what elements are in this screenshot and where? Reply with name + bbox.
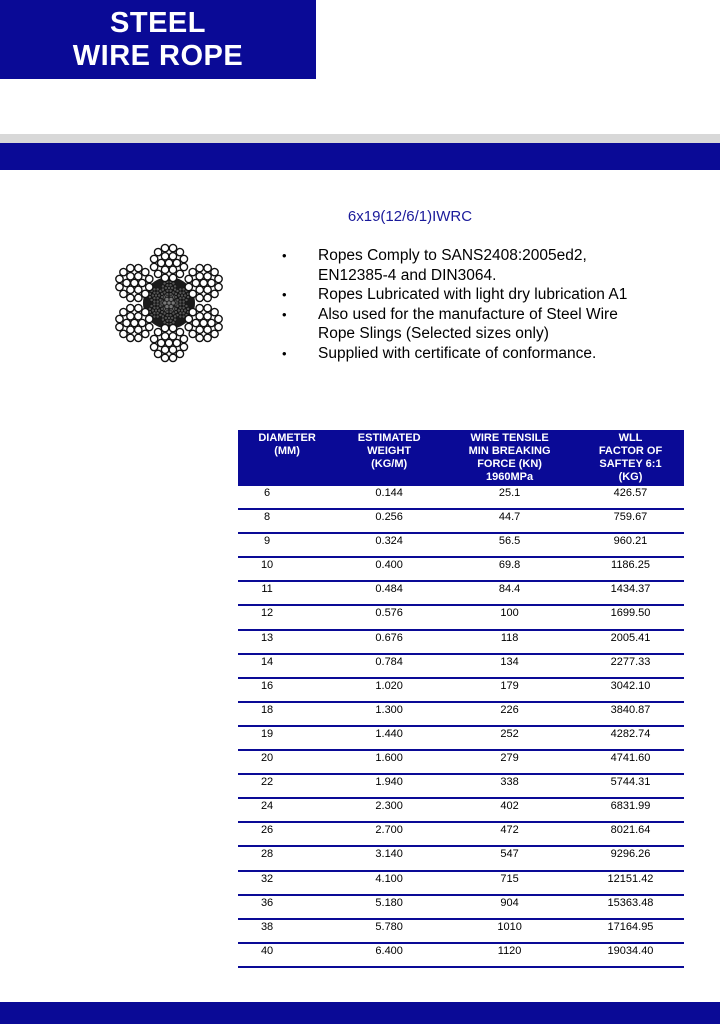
table-cell: 9 [238, 533, 336, 557]
feature-list-item [282, 344, 702, 364]
table-cell: 1.300 [336, 702, 442, 726]
table-cell: 36 [238, 895, 336, 919]
table-cell: 252 [442, 726, 577, 750]
table-cell: 1.440 [336, 726, 442, 750]
table-row [238, 702, 684, 726]
table-header-row [238, 430, 684, 486]
feature-list [282, 246, 702, 363]
column-header [442, 430, 577, 486]
table-cell: 6831.99 [577, 798, 684, 822]
table-cell: 19034.40 [577, 943, 684, 967]
table-row [238, 822, 684, 846]
table-cell: 2.700 [336, 822, 442, 846]
table-cell: 5.780 [336, 919, 442, 943]
column-header-line: (KG/M) [371, 458, 408, 470]
table-cell: 100 [442, 605, 577, 629]
table-cell: 0.676 [336, 630, 442, 654]
table-row [238, 581, 684, 605]
steel-wire-rope-cross-section-icon [104, 238, 234, 368]
table-cell: 17164.95 [577, 919, 684, 943]
table-cell: 134 [442, 654, 577, 678]
table-cell: 0.400 [336, 557, 442, 581]
table-cell: 28 [238, 846, 336, 870]
table-cell: 4282.74 [577, 726, 684, 750]
table-cell: 426.57 [577, 486, 684, 509]
column-header-line: (KG) [618, 471, 643, 483]
table-cell: 759.67 [577, 509, 684, 533]
table-row [238, 750, 684, 774]
table-cell: 547 [442, 846, 577, 870]
table-cell: 2.300 [336, 798, 442, 822]
table-cell: 472 [442, 822, 577, 846]
rope-spec-table [238, 430, 684, 968]
table-cell: 3.140 [336, 846, 442, 870]
table-cell: 18 [238, 702, 336, 726]
table-row [238, 605, 684, 629]
table-cell: 0.484 [336, 581, 442, 605]
feature-text-line: EN12385-4 and DIN3064. [318, 266, 497, 284]
table-cell: 6 [238, 486, 336, 509]
table-cell: 14 [238, 654, 336, 678]
column-header-line: WLL [618, 432, 643, 444]
table-cell: 16 [238, 678, 336, 702]
blue-header-band [0, 143, 720, 170]
feature-text-line: • Also used for the manufacture of Steel Wire [318, 305, 618, 323]
table-cell: 1.940 [336, 774, 442, 798]
table-row [238, 846, 684, 870]
table-row [238, 798, 684, 822]
table-cell: 1120 [442, 943, 577, 967]
table-cell: 0.576 [336, 605, 442, 629]
feature-text-line: • Ropes Lubricated with light dry lubrication A1 [318, 286, 628, 303]
table-cell: 1699.50 [577, 605, 684, 629]
table-cell: 5.180 [336, 895, 442, 919]
table-row [238, 557, 684, 581]
table-cell: 279 [442, 750, 577, 774]
rope-construction-subtitle: 6x19(12/6/1)IWRC [347, 208, 473, 225]
blue-footer-band [0, 1002, 720, 1024]
table-cell: 12151.42 [577, 871, 684, 895]
table-cell: 1186.25 [577, 557, 684, 581]
column-header-line: SAFTEY 6:1 [599, 458, 662, 470]
table-cell: 8021.64 [577, 822, 684, 846]
column-header-line: FACTOR OF [598, 445, 663, 457]
table-cell: 38 [238, 919, 336, 943]
title-line-2: WIRE ROPE [72, 39, 244, 72]
page-title [0, 0, 316, 79]
table-row [238, 919, 684, 943]
table-cell: 904 [442, 895, 577, 919]
table-cell: 1010 [442, 919, 577, 943]
table-cell: 13 [238, 630, 336, 654]
table-row [238, 509, 684, 533]
table-cell: 25.1 [442, 486, 577, 509]
table-cell: 2277.33 [577, 654, 684, 678]
table-cell: 22 [238, 774, 336, 798]
table-cell: 84.4 [442, 581, 577, 605]
table-cell: 0.144 [336, 486, 442, 509]
column-header-line: (MM) [274, 445, 300, 457]
table-cell: 4.100 [336, 871, 442, 895]
table-cell: 9296.26 [577, 846, 684, 870]
table-row [238, 486, 684, 509]
table-cell: 40 [238, 943, 336, 967]
table-row [238, 630, 684, 654]
gray-divider-band [0, 134, 720, 143]
table-cell: 179 [442, 678, 577, 702]
table-cell: 24 [238, 798, 336, 822]
feature-list-item [282, 285, 702, 305]
table-cell: 402 [442, 798, 577, 822]
table-cell: 0.784 [336, 654, 442, 678]
table-cell: 4741.60 [577, 750, 684, 774]
column-header-line: WIRE TENSILE [470, 432, 549, 444]
table-cell: 5744.31 [577, 774, 684, 798]
table-cell: 3042.10 [577, 678, 684, 702]
column-header [336, 430, 442, 486]
table-row [238, 943, 684, 967]
table-cell: 0.324 [336, 533, 442, 557]
table-cell: 118 [442, 630, 577, 654]
feature-text-line: Rope Slings (Selected sizes only) [318, 325, 549, 342]
table-cell: 69.8 [442, 557, 577, 581]
column-header [577, 430, 684, 486]
feature-text-line: • Ropes Comply to SANS2408:2005ed2, [318, 247, 587, 264]
table-cell: 20 [238, 750, 336, 774]
column-header-line: DIAMETER [258, 432, 316, 444]
feature-text-line: • Supplied with certificate of conformance. [318, 344, 597, 362]
table-cell: 1.020 [336, 678, 442, 702]
table-cell: 8 [238, 509, 336, 533]
table-cell: 1434.37 [577, 581, 684, 605]
table-cell: 2005.41 [577, 630, 684, 654]
table-cell: 0.256 [336, 509, 442, 533]
table-cell: 32 [238, 871, 336, 895]
table-cell: 1.600 [336, 750, 442, 774]
table-cell: 6.400 [336, 943, 442, 967]
table-cell: 338 [442, 774, 577, 798]
table-row [238, 533, 684, 557]
table-cell: 12 [238, 605, 336, 629]
table-row [238, 654, 684, 678]
table-cell: 26 [238, 822, 336, 846]
table-cell: 44.7 [442, 509, 577, 533]
table-cell: 56.5 [442, 533, 577, 557]
table-cell: 960.21 [577, 533, 684, 557]
table-row [238, 895, 684, 919]
column-header-line: FORCE (KN) [477, 458, 542, 470]
table-row [238, 678, 684, 702]
column-header [238, 430, 336, 486]
table-cell: 11 [238, 581, 336, 605]
table-cell: 3840.87 [577, 702, 684, 726]
column-header-line: WEIGHT [367, 445, 412, 457]
table-cell: 226 [442, 702, 577, 726]
table-row [238, 871, 684, 895]
table-row [238, 774, 684, 798]
column-header-line: 1960MPa [486, 471, 534, 483]
feature-list-item [282, 246, 702, 285]
table-cell: 19 [238, 726, 336, 750]
column-header-line: ESTIMATED [357, 432, 421, 444]
title-line-1: STEEL [110, 6, 206, 39]
table-cell: 715 [442, 871, 577, 895]
column-header-line: MIN BREAKING [468, 445, 551, 457]
table-row [238, 726, 684, 750]
feature-list-item [282, 305, 702, 344]
table-cell: 10 [238, 557, 336, 581]
table-cell: 15363.48 [577, 895, 684, 919]
